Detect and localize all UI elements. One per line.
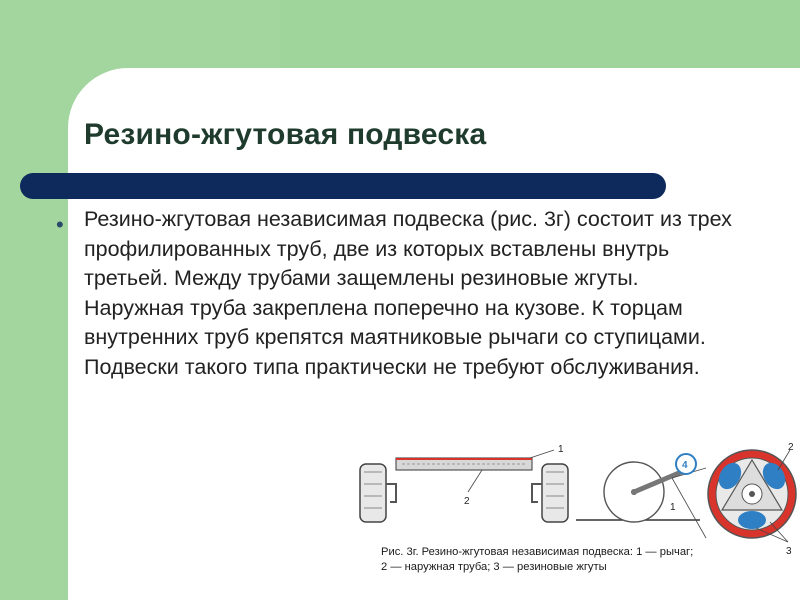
label-left-2: 2 <box>464 496 470 507</box>
cross-section-view <box>708 442 796 557</box>
slide-title: Резино-жгутовая подвеска <box>84 118 487 151</box>
caption-line-1: Рис. 3г. Резино-жгутовая независимая подвеска: 1 — рычаг; <box>381 546 694 558</box>
label-right-3: 3 <box>786 546 792 557</box>
label-badge: 4 <box>682 460 688 471</box>
figure-caption <box>381 545 693 575</box>
side-view <box>576 454 706 538</box>
label-mid-1: 1 <box>670 502 676 513</box>
right-wheel <box>542 464 568 522</box>
title-underline-bar <box>20 173 666 199</box>
left-wheel <box>360 464 386 522</box>
axle-front-view <box>360 444 568 522</box>
caption-line-2: 2 — наружная труба; 3 — резиновые жгуты <box>381 561 607 573</box>
slide-body-text: Резино-жгутовая независимая подвеска (рис. 3г) состоит из трех профилированных труб, две из которых вставлены внутрь третьей. Между трубами защемлены резиновые жгуты. Наружная труба закреплена поперечно на кузове. К торцам внутренних труб крепятся маятниковые рычаги со ступицами. Подвески такого типа практически не требуют обслуживания. <box>84 207 732 379</box>
label-left-1: 1 <box>558 444 564 455</box>
bullet-icon: • <box>56 212 64 237</box>
rubber-cord-3 <box>738 511 766 529</box>
label-right-2: 2 <box>788 442 794 453</box>
